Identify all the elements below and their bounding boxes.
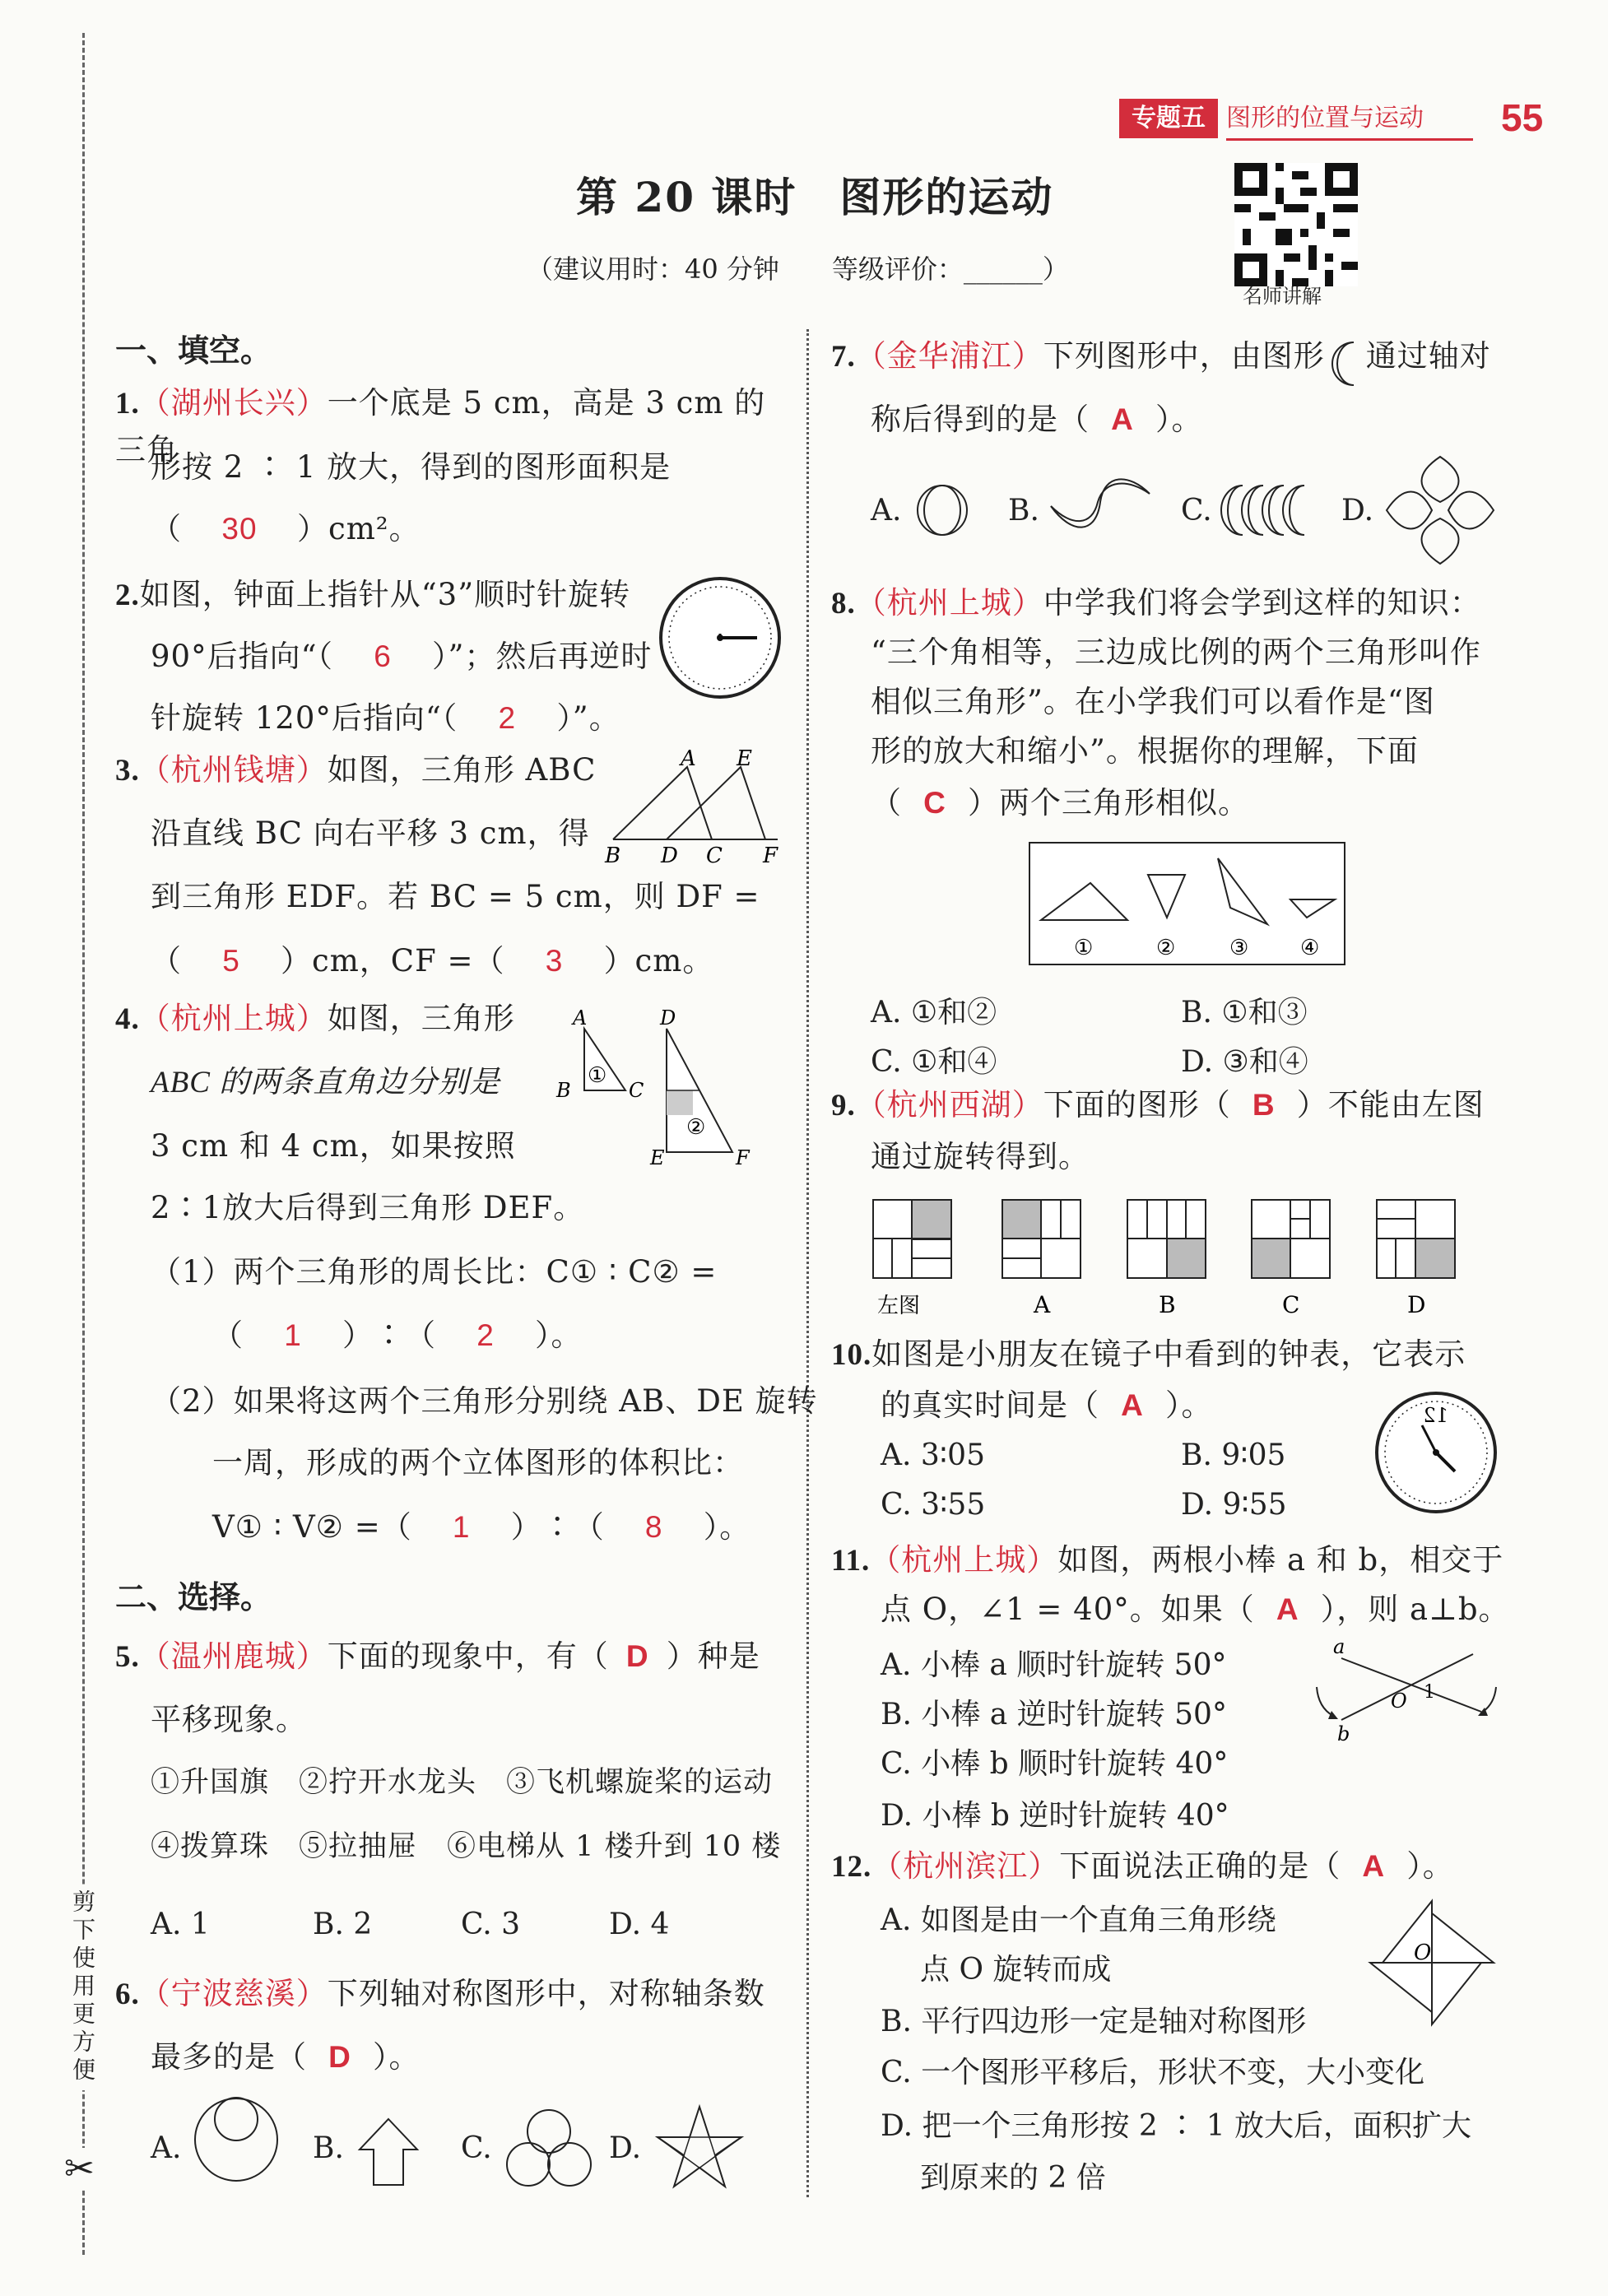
subtitle: （建议用时：40 分钟 等级评价：______） (527, 253, 1069, 285)
q3-answer-1: 5 (222, 944, 240, 978)
q12-option-b[interactable]: B. 平行四边形一定是轴对称图形 (881, 2005, 1307, 2038)
header-badge: 专题五 (1119, 99, 1218, 138)
q7-answer: A (1111, 402, 1134, 436)
q3: 3.（杭州钱塘）如图，三角形 ABC (115, 752, 597, 788)
q6-option-c[interactable]: C. (461, 2131, 492, 2165)
q11-line2: 点 O，∠1 = 40°。如果（ A ），则 a⊥b。 (881, 1587, 1510, 1633)
q12-option-d[interactable]: D. 把一个三角形按 2 ∶ 1 放大后，面积扩大 (881, 2109, 1472, 2143)
q5-option-c[interactable]: C. 3 (461, 1908, 521, 1941)
q6-line2: 最多的是（ D ）。 (151, 2034, 421, 2080)
qr-caption: 名师讲解 (1243, 285, 1322, 308)
q2-line3: 针旋转 120°后指向“（ 2 ）”。 (151, 695, 620, 741)
label-B: B (605, 844, 621, 868)
q5-option-a[interactable]: A. 1 (151, 1908, 210, 1941)
q12-option-a-line2: 点 O 旋转而成 (920, 1953, 1112, 1987)
svg-text:④: ④ (1300, 936, 1320, 960)
q4-answer-2: 2 (476, 1318, 495, 1352)
q4-part1-answers: （ 1 ）∶（ 2 ）。 (212, 1313, 583, 1359)
label-A: A (681, 746, 696, 771)
q9-answer: B (1252, 1088, 1276, 1122)
section-fill: 一、填空。 (115, 332, 272, 369)
q4-line4: 2∶1放大后得到三角形 DEF。 (151, 1190, 585, 1225)
q3-line4: （ 5 ）cm，CF =（ 3 ）cm。 (151, 938, 713, 984)
q4-triangles-diagram (556, 1006, 790, 1173)
q11-sticks-diagram (1308, 1635, 1506, 1745)
svg-text:②: ② (686, 1115, 706, 1140)
q8-option-b[interactable]: B. ①和③ (1181, 996, 1308, 1029)
q8: 8.（杭州上城）中学我们将会学到这样的知识： (831, 585, 1481, 620)
q4-part1: （1）两个三角形的周长比：C① ∶ C② = (151, 1254, 718, 1290)
q6-shape-three-circles (504, 2107, 594, 2189)
q12-option-a[interactable]: A. 如图是由一个直角三角形绕 (881, 1903, 1276, 1937)
svg-text:B: B (556, 1079, 571, 1102)
svg-text:E: E (650, 1146, 665, 1169)
q8-option-a[interactable]: A. ①和② (871, 996, 997, 1029)
q10-mirror-clock (1374, 1391, 1498, 1514)
svg-text:①: ① (588, 1063, 607, 1088)
svg-text:②: ② (1156, 936, 1176, 960)
q6-option-a[interactable]: A. (151, 2131, 182, 2165)
q3-line3: 到三角形 EDF。若 BC = 5 cm，则 DF = (151, 879, 760, 914)
cut-hint: 剪下使用更方便 (66, 1885, 99, 2090)
svg-text:A: A (1034, 1291, 1051, 1318)
q7-shape-b (1047, 469, 1154, 535)
q11: 11.（杭州上城）如图，两根小棒 a 和 b，相交于 (831, 1542, 1504, 1578)
svg-text:B: B (1159, 1291, 1176, 1318)
label-C: C (706, 844, 723, 868)
q9-line2: 通过旋转得到。 (871, 1139, 1090, 1174)
q4-answer-3: 1 (452, 1510, 471, 1544)
q5-line2: 平移现象。 (151, 1702, 307, 1737)
svg-text:a: a (1333, 1635, 1345, 1658)
q10: 10.如图是小朋友在镜子中看到的钟表，它表示 (831, 1336, 1466, 1372)
page-title: 第 20 课时 图形的运动 (576, 173, 1054, 221)
section-choice: 二、选择。 (115, 1579, 272, 1615)
q8-line4: 形的放大和缩小”。根据你的理解，下面 (871, 733, 1419, 769)
q4-line3: 3 cm 和 4 cm，如果按照 (151, 1128, 516, 1164)
q8-answer: C (923, 786, 946, 820)
q3-line2: 沿直线 BC 向右平移 3 cm，得 (151, 816, 590, 851)
svg-text:③: ③ (1229, 936, 1249, 960)
q7-line2: 称后得到的是（ A ）。 (871, 397, 1203, 443)
q3-translation-diagram (605, 746, 794, 868)
q4-line2: ABC 的两条直角边分别是 (151, 1066, 501, 1099)
svg-text:12: 12 (1423, 1404, 1448, 1427)
q9-grids (871, 1197, 1471, 1321)
q10-option-c[interactable]: C. 3∶55 (881, 1488, 986, 1522)
q7-option-a[interactable]: A. (871, 494, 902, 528)
q4-answer-1: 1 (284, 1318, 302, 1352)
q1-answer: 30 (221, 512, 258, 546)
q4: 4.（杭州上城）如图，三角形 (115, 1001, 515, 1036)
q11-option-c[interactable]: C. 小棒 b 顺时针旋转 40° (881, 1747, 1229, 1781)
q7-shape-a (909, 481, 975, 539)
svg-text:A: A (573, 1006, 588, 1029)
q8-triangles-box (1029, 842, 1345, 965)
q10-option-a[interactable]: A. 3∶05 (881, 1438, 985, 1472)
q4-part2-l2: 一周，形成的两个立体图形的体积比： (212, 1445, 744, 1480)
q8-line2: “三个角相等，三边成比例的两个三角形叫作 (871, 634, 1481, 670)
q8-line5: （ C ）两个三角形相似。 (871, 780, 1249, 826)
svg-text:O: O (1391, 1689, 1407, 1713)
q5-answer: D (625, 1639, 649, 1673)
q1-line2: 形按 2 ∶ 1 放大，得到的图形面积是 (151, 449, 672, 485)
q6: 6.（宁波慈溪）下列轴对称图形中，对称轴条数 (115, 1976, 765, 2011)
q7-option-b[interactable]: B. (1008, 494, 1039, 528)
q12-option-d-line2: 到原来的 2 倍 (920, 2161, 1106, 2195)
svg-text:C: C (629, 1079, 644, 1102)
q5-option-b[interactable]: B. 2 (313, 1908, 373, 1941)
q3-answer-2: 3 (545, 944, 564, 978)
q10-answer: A (1121, 1388, 1144, 1422)
q4-part2-l1: （2）如果将这两个三角形分别绕 AB、DE 旋转 (151, 1383, 818, 1419)
q12-pinwheel-diagram (1366, 1897, 1498, 2029)
q7: 7.（金华浦江）下列图形中，由图形 通过轴对 (831, 338, 1491, 374)
svg-text:D: D (660, 1006, 676, 1029)
q2-answer-1: 6 (374, 639, 392, 673)
q5-items-1: ①升国旗 ②拧开水龙头 ③飞机螺旋桨的运动 (151, 1766, 774, 1799)
q8-option-c[interactable]: C. ①和④ (871, 1045, 997, 1079)
svg-text:C: C (1282, 1291, 1300, 1318)
svg-text:①: ① (1074, 936, 1094, 960)
qr-code (1234, 163, 1358, 286)
q11-option-b[interactable]: B. 小棒 a 逆时针旋转 50° (881, 1698, 1227, 1731)
svg-text:D: D (1407, 1291, 1426, 1318)
q11-answer: A (1276, 1592, 1299, 1626)
q9: 9.（杭州西湖）下面的图形（ B ）不能由左图 (831, 1082, 1485, 1129)
q4-part2-l3: V① ∶ V② =（ 1 ）∶（ 8 ）。 (212, 1504, 751, 1550)
q10-option-d[interactable]: D. 9∶55 (1181, 1488, 1287, 1522)
q6-shape-arrow (356, 2115, 421, 2189)
svg-text:1: 1 (1424, 1682, 1435, 1703)
q2-answer-2: 2 (498, 701, 517, 735)
svg-text:左图: 左图 (877, 1294, 921, 1318)
q5-items-2: ④拨算珠 ⑤拉抽屉 ⑥电梯从 1 楼升到 10 楼 (151, 1830, 782, 1863)
column-divider (806, 329, 809, 2197)
label-F: F (763, 844, 778, 868)
q6-shape-star (654, 2103, 745, 2193)
svg-text:b: b (1337, 1722, 1350, 1745)
q4-answer-4: 8 (644, 1510, 663, 1544)
q1-line3: （ 30 ）cm²。 (151, 506, 421, 552)
q12: 12.（杭州滨江）下面说法正确的是（ A ）。 (831, 1843, 1454, 1890)
header-topic: 图形的位置与运动 (1226, 99, 1473, 141)
q12-option-c[interactable]: C. 一个图形平移后，形状不变，大小变化 (881, 2056, 1425, 2089)
label-D: D (661, 844, 678, 868)
q8-option-d[interactable]: D. ③和④ (1181, 1045, 1308, 1079)
q7-shape-d (1383, 453, 1498, 568)
clock-icon (658, 576, 782, 699)
q10-option-b[interactable]: B. 9∶05 (1181, 1438, 1286, 1472)
q6-shape-circles (191, 2094, 281, 2185)
q8-line3: 相似三角形”。在小学我们可以看作是“图 (871, 684, 1435, 719)
q5-option-d[interactable]: D. 4 (609, 1908, 670, 1941)
q6-option-b[interactable]: B. (313, 2131, 344, 2165)
q7-shape-c (1218, 481, 1308, 539)
q6-answer: D (328, 2040, 351, 2074)
q2: 2.如图，钟面上指针从“3”顺时针旋转 (115, 577, 631, 612)
svg-text:O: O (1414, 1940, 1432, 1965)
q6-option-d[interactable]: D. (609, 2131, 642, 2165)
svg-text:F: F (736, 1146, 750, 1169)
q11-option-a[interactable]: A. 小棒 a 顺时针旋转 50° (881, 1648, 1227, 1682)
page-number: 55 (1501, 96, 1544, 139)
label-E: E (737, 746, 752, 771)
q12-answer: A (1362, 1849, 1386, 1883)
q5: 5.（温州鹿城）下面的现象中，有（ D ）种是 (115, 1634, 760, 1680)
q7-option-d[interactable]: D. (1341, 494, 1374, 528)
q1: 1.（湖州长兴）一个底是 5 cm，高是 3 cm 的三角 (115, 385, 766, 467)
scissors-icon: ✂ (64, 2148, 95, 2190)
q10-line2: 的真实时间是（ A ）。 (881, 1383, 1213, 1429)
q11-option-d[interactable]: D. 小棒 b 逆时针旋转 40° (881, 1799, 1229, 1833)
q7-option-c[interactable]: C. (1181, 494, 1212, 528)
q2-line2: 90°后指向“（ 6 ）”；然后再逆时 (151, 634, 652, 680)
q7-crescent-icon (1329, 339, 1369, 388)
